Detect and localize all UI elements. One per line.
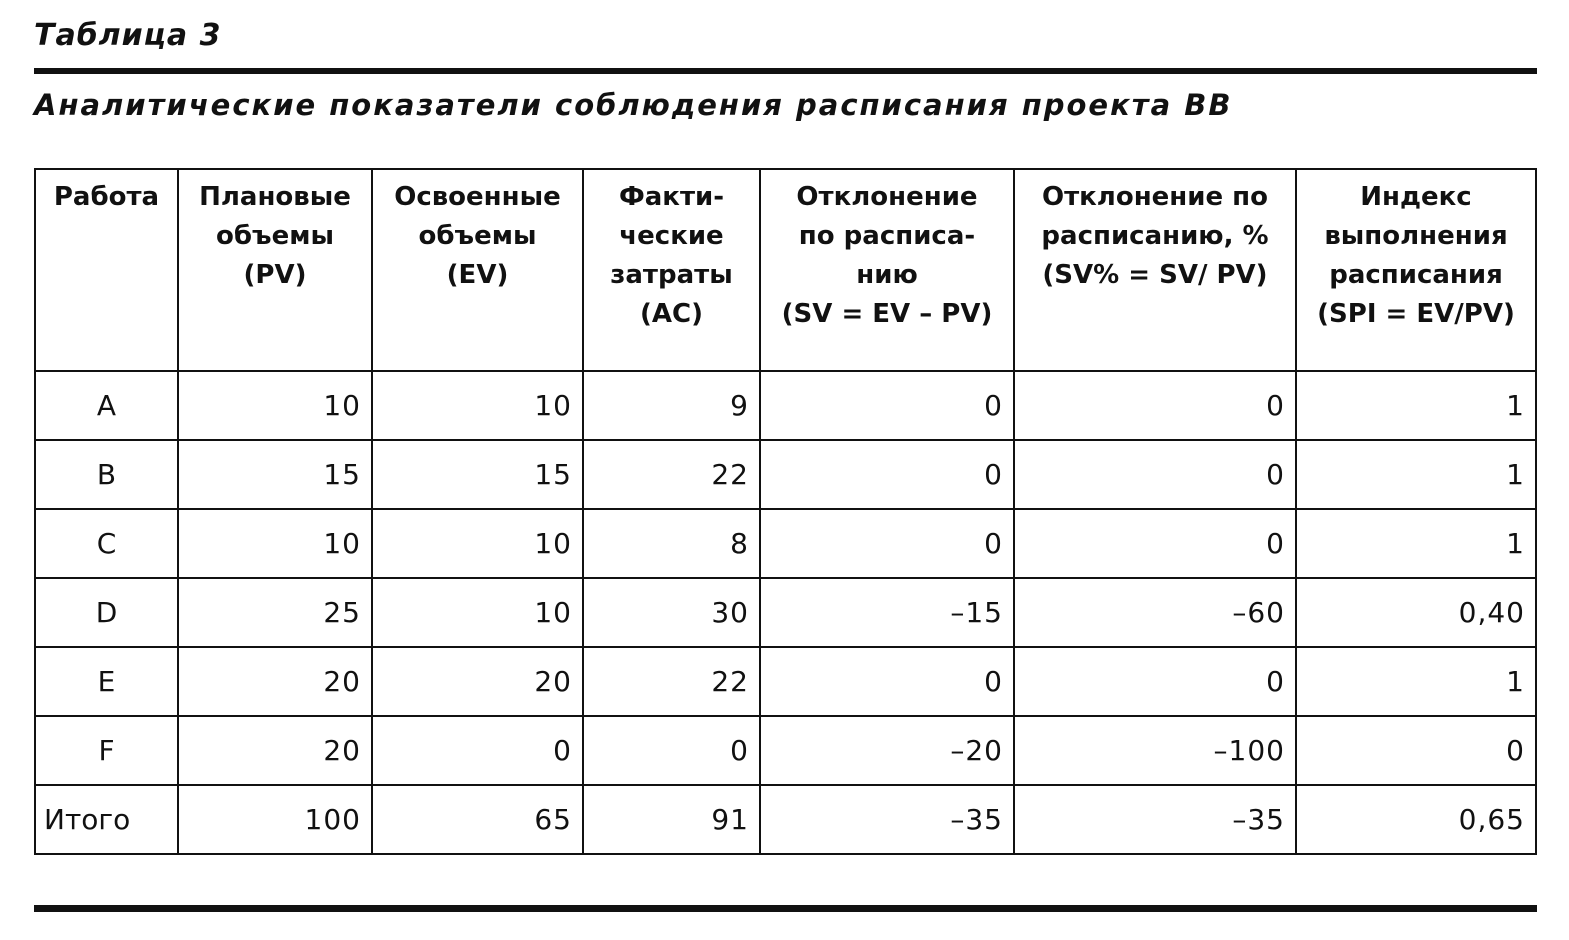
spi-cell: 1 [1296,647,1536,716]
ev-cell: 20 [372,647,583,716]
ev-cell: 0 [372,716,583,785]
col-header-ac [583,169,760,371]
spi-cell: 1 [1296,440,1536,509]
header-line: Работа [53,182,160,212]
header-line: объемы [418,221,537,251]
ac-cell: 30 [583,578,760,647]
header-line: (EV) [446,260,509,290]
schedule-metrics-table [34,168,1537,855]
sv-percent-cell: –35 [1014,785,1296,854]
ac-cell: 91 [583,785,760,854]
table-row [35,647,1536,716]
table-row [35,578,1536,647]
bottom-rule [34,905,1537,912]
col-header-sv [760,169,1014,371]
col-header-ev [372,169,583,371]
pv-cell: 25 [178,578,372,647]
table-row [35,509,1536,578]
header-line: Факти- [618,182,725,212]
header-line: (AC) [640,299,703,329]
job-cell: E [35,647,178,716]
ev-cell: 10 [372,371,583,440]
header-line: (PV) [243,260,307,290]
header-line: объемы [216,221,334,251]
job-cell: F [35,716,178,785]
sv-cell: 0 [760,509,1014,578]
table-row [35,371,1536,440]
header-line: Индекс [1360,182,1472,212]
spi-cell: 0 [1296,716,1536,785]
pv-cell: 20 [178,716,372,785]
ev-cell: 10 [372,509,583,578]
table-row [35,716,1536,785]
top-rule [34,68,1537,74]
spi-cell: 0,40 [1296,578,1536,647]
sv-cell: 0 [760,647,1014,716]
table-title: Аналитические показатели соблюдения расписания проекта ВВ [34,88,1233,122]
spi-cell: 1 [1296,509,1536,578]
header-line: Отклонение [796,182,978,212]
sv-percent-cell: –100 [1014,716,1296,785]
pv-cell: 100 [178,785,372,854]
total-row [35,785,1536,854]
sv-cell: 0 [760,371,1014,440]
spi-cell: 0,65 [1296,785,1536,854]
col-header-pv [178,169,372,371]
sv-percent-cell: 0 [1014,440,1296,509]
header-line: Плановые [199,182,351,212]
sv-cell: –15 [760,578,1014,647]
header-line: Отклонение по [1041,182,1268,212]
ev-cell: 15 [372,440,583,509]
sv-percent-cell: 0 [1014,509,1296,578]
ac-cell: 22 [583,440,760,509]
job-cell: A [35,371,178,440]
spi-cell: 1 [1296,371,1536,440]
pv-cell: 20 [178,647,372,716]
header-line: выполнения [1324,221,1508,251]
pv-cell: 10 [178,371,372,440]
pv-cell: 10 [178,509,372,578]
header-line: (SV% = SV/ PV) [1042,260,1268,290]
table-caption: Таблица 3 [34,18,222,53]
ac-cell: 22 [583,647,760,716]
ev-cell: 65 [372,785,583,854]
header-line: расписанию, % [1041,221,1269,251]
header-line: затраты [610,260,733,290]
job-cell: B [35,440,178,509]
ac-cell: 9 [583,371,760,440]
sv-percent-cell: 0 [1014,647,1296,716]
header-line: по расписа- [798,221,976,251]
ev-cell: 10 [372,578,583,647]
col-header-job [35,169,178,371]
sv-cell: –20 [760,716,1014,785]
table-row [35,440,1536,509]
ac-cell: 0 [583,716,760,785]
job-cell: D [35,578,178,647]
sv-percent-cell: –60 [1014,578,1296,647]
header-line: (SV = EV – PV) [781,299,993,329]
header-line: расписания [1329,260,1503,290]
header-line: нию [856,260,918,290]
pv-cell: 15 [178,440,372,509]
job-cell: C [35,509,178,578]
col-header-spi [1296,169,1536,371]
header-line: ческие [619,221,724,251]
header-line: (SPI = EV/PV) [1317,299,1515,329]
header-line: Освоенные [394,182,561,212]
sv-percent-cell: 0 [1014,371,1296,440]
sv-cell: –35 [760,785,1014,854]
total-label-cell: Итого [35,785,178,854]
ac-cell: 8 [583,509,760,578]
col-header-sv-percent [1014,169,1296,371]
header-row [35,169,1536,371]
sv-cell: 0 [760,440,1014,509]
